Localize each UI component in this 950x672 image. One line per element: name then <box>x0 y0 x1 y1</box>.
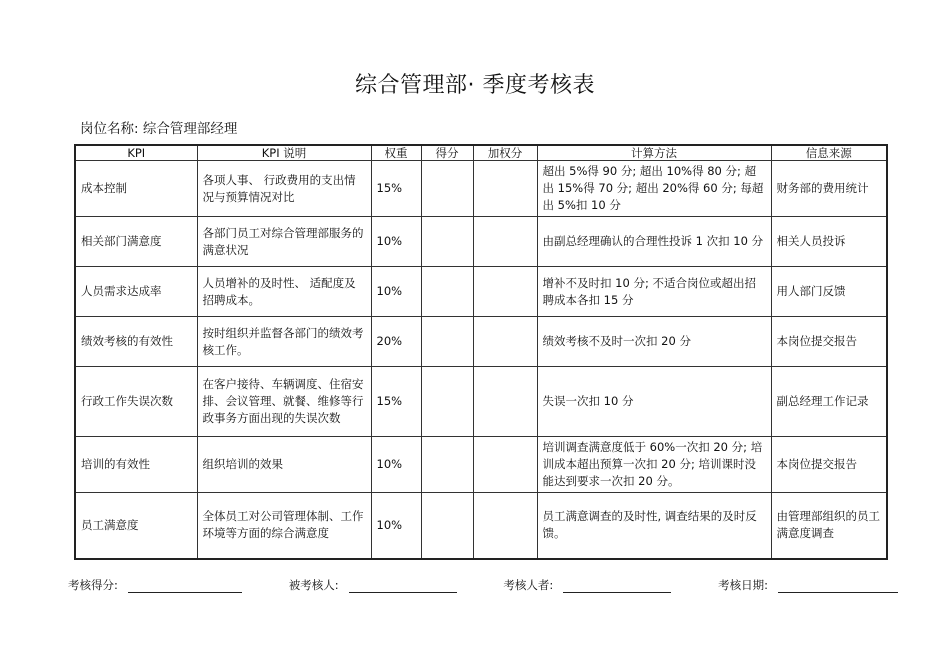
position-name: 岗位名称: 综合管理部经理 <box>80 121 238 137</box>
weighted-cell[interactable] <box>473 267 537 317</box>
kpi-cell: 行政工作失误次数 <box>75 367 197 437</box>
score-label: 考核得分: <box>68 578 118 592</box>
assessor-label: 考核人者: <box>503 578 554 592</box>
table-row <box>75 161 887 217</box>
header-kpi-desc: KPI 说明 <box>197 145 371 161</box>
score-cell[interactable] <box>421 493 473 559</box>
weight-cell: 10% <box>371 267 421 317</box>
table-header-row <box>75 145 887 161</box>
assessee-blank-line[interactable] <box>349 578 457 593</box>
score-cell[interactable] <box>421 437 473 493</box>
score-cell[interactable] <box>421 161 473 217</box>
assessor-signature <box>503 577 671 593</box>
method-cell: 员工满意调查的及时性, 调查结果的及时反馈。 <box>537 493 771 559</box>
table-row <box>75 217 887 267</box>
weight-cell: 10% <box>371 493 421 559</box>
date-signature <box>718 577 898 593</box>
header-source: 信息来源 <box>771 145 887 161</box>
assessee-label: 被考核人: <box>288 578 339 592</box>
source-cell: 本岗位提交报告 <box>771 437 887 493</box>
score-cell[interactable] <box>421 367 473 437</box>
date-label: 考核日期: <box>718 578 768 592</box>
header-weight: 权重 <box>371 145 421 161</box>
assessor-blank-line[interactable] <box>563 578 671 593</box>
kpi-cell: 员工满意度 <box>75 493 197 559</box>
table-row <box>75 493 887 559</box>
kpi-cell: 相关部门满意度 <box>75 217 197 267</box>
desc-cell: 在客户接待、车辆调度、住宿安排、会议管理、就餐、维修等行政事务方面出现的失误次数 <box>197 367 371 437</box>
kpi-cell: 人员需求达成率 <box>75 267 197 317</box>
date-blank-line[interactable] <box>778 578 898 593</box>
kpi-cell: 成本控制 <box>75 161 197 217</box>
source-cell: 副总经理工作记录 <box>771 367 887 437</box>
source-cell: 本岗位提交报告 <box>771 317 887 367</box>
header-method: 计算方法 <box>537 145 771 161</box>
weighted-cell[interactable] <box>473 317 537 367</box>
header-kpi: KPI <box>75 145 197 161</box>
table-row <box>75 267 887 317</box>
weight-cell: 15% <box>371 367 421 437</box>
table-row <box>75 367 887 437</box>
page-title: 综合管理部· 季度考核表 <box>355 73 595 98</box>
score-cell[interactable] <box>421 217 473 267</box>
assessee-signature <box>289 577 457 593</box>
desc-cell: 全体员工对公司管理体制、工作环境等方面的综合满意度 <box>197 493 371 559</box>
kpi-cell: 培训的有效性 <box>75 437 197 493</box>
weight-cell: 20% <box>371 317 421 367</box>
kpi-table <box>74 144 888 560</box>
score-cell[interactable] <box>421 317 473 367</box>
kpi-cell: 绩效考核的有效性 <box>75 317 197 367</box>
desc-cell: 人员增补的及时性、 适配度及招聘成本。 <box>197 267 371 317</box>
method-cell: 增补不及时扣 10 分; 不适合岗位或超出招聘成本各扣 15 分 <box>537 267 771 317</box>
weight-cell: 15% <box>371 161 421 217</box>
weight-cell: 10% <box>371 437 421 493</box>
score-blank-line[interactable] <box>128 578 242 593</box>
desc-cell: 各项人事、 行政费用的支出情况与预算情况对比 <box>197 161 371 217</box>
method-cell: 绩效考核不及时一次扣 20 分 <box>537 317 771 367</box>
source-cell: 用人部门反馈 <box>771 267 887 317</box>
method-cell: 由副总经理确认的合理性投诉 1 次扣 10 分 <box>537 217 771 267</box>
table-row <box>75 317 887 367</box>
source-cell: 财务部的费用统计 <box>771 161 887 217</box>
desc-cell: 各部门员工对综合管理部服务的满意状况 <box>197 217 371 267</box>
method-cell: 培训调查满意度低于 60%一次扣 20 分; 培训成本超出预算一次扣 20 分; 培训课时没能达到要求一次扣 20 分。 <box>537 437 771 493</box>
score-signature <box>68 577 242 593</box>
desc-cell: 组织培训的效果 <box>197 437 371 493</box>
weighted-cell[interactable] <box>473 217 537 267</box>
weighted-cell[interactable] <box>473 493 537 559</box>
header-weighted: 加权分 <box>473 145 537 161</box>
desc-cell: 按时组织并监督各部门的绩效考核工作。 <box>197 317 371 367</box>
weighted-cell[interactable] <box>473 161 537 217</box>
weight-cell: 10% <box>371 217 421 267</box>
score-cell[interactable] <box>421 267 473 317</box>
weighted-cell[interactable] <box>473 367 537 437</box>
signature-footer <box>68 577 898 593</box>
weighted-cell[interactable] <box>473 437 537 493</box>
header-score: 得分 <box>421 145 473 161</box>
method-cell: 失误一次扣 10 分 <box>537 367 771 437</box>
method-cell: 超出 5%得 90 分; 超出 10%得 80 分; 超出 15%得 70 分; 超出 20%得 60 分; 每超出 5%扣 10 分 <box>537 161 771 217</box>
table-row <box>75 437 887 493</box>
source-cell: 由管理部组织的员工满意度调查 <box>771 493 887 559</box>
source-cell: 相关人员投诉 <box>771 217 887 267</box>
